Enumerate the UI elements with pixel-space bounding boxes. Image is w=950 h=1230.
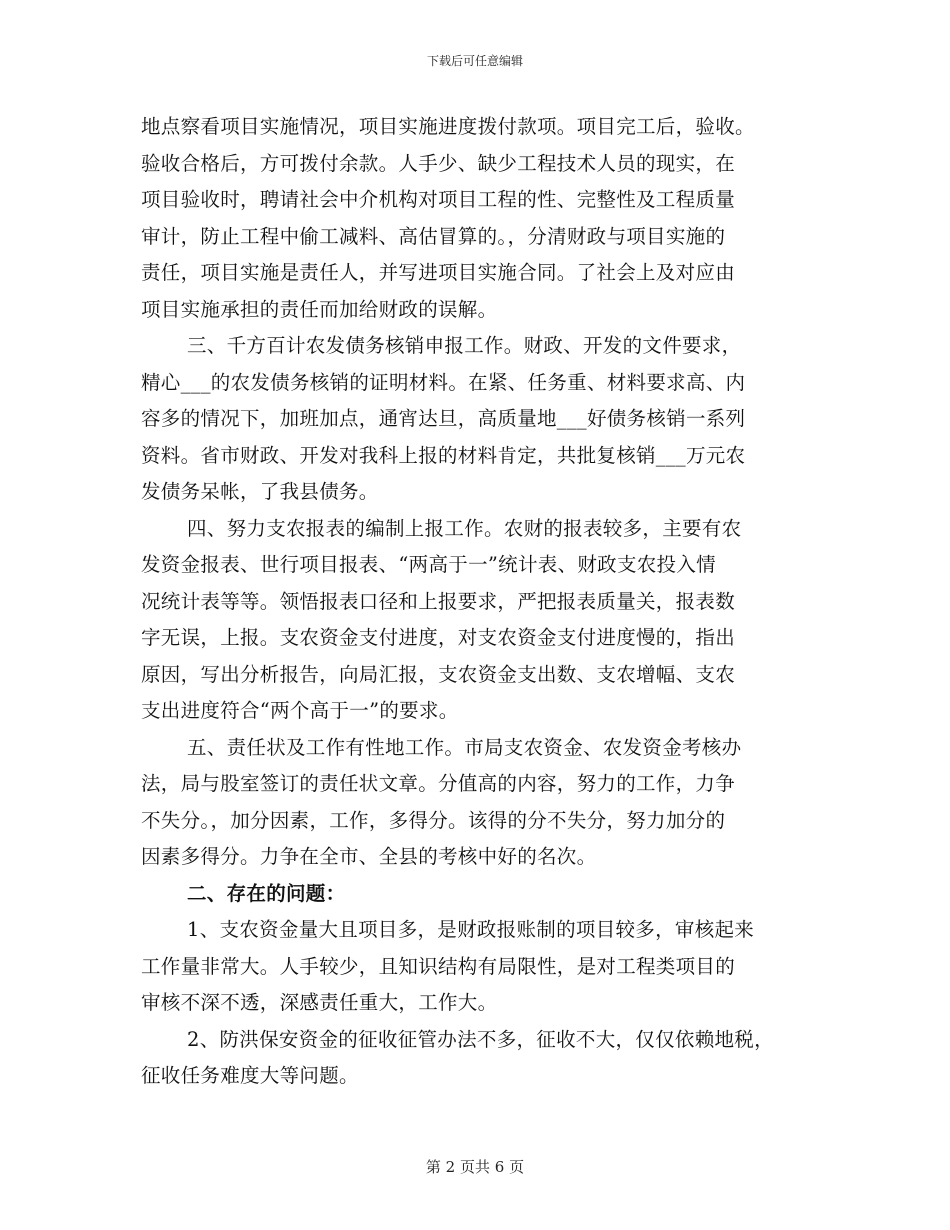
text-line: 三、千方百计农发债务核销申报工作。财政、开发的文件要求， [187,334,742,357]
text-line: 五、责任状及工作有性地工作。市局支农资金、农发资金考核办 [187,735,742,759]
text-line: 法，局与股室签订的责任状文章。分值高的内容，努力的工作，力争 [141,772,736,795]
text-line: 因素多得分。力争在全市、全县的考核中好的名次。 [141,845,597,868]
text-line: 项目验收时，聘请社会中介机构对项目工程的性、完整性及工程质量 [141,188,736,211]
page-footer: 第 2 页共 6 页 [425,1158,525,1176]
text-line: 精心___的农发债务核销的证明材料。在紧、任务重、材料要求高、内 [141,370,746,394]
text-line: 况统计表等等。领悟报表口径和上报要求，严把报表质量关，报表数 [141,589,736,613]
text-line: 工作量非常大。人手较少，且知识结构有局限性，是对工程类项目的 [141,954,736,978]
text-line: 征收任务难度大等问题。 [141,1064,359,1087]
text-line: 项目实施承担的责任而加给财政的误解。 [141,297,498,321]
text-line: 原因，写出分析报告，向局汇报，支农资金支出数、支农增幅、支农 [141,662,736,686]
text-line: 容多的情况下，加班加点，通宵达旦，高质量地___好债务核销一系列 [141,407,746,430]
document-body [141,109,841,1095]
text-line: 发资金报表、世行项目报表、“两高于一”统计表、财政支农投入情 [141,553,716,576]
text-line: 审计，防止工程中偷工减料、高估冒算的。，分清财政与项目实施的 [141,224,726,248]
text-line: 字无误，上报。支农资金支付进度，对支农资金支付进度慢的，指出 [141,626,736,649]
text-line: 不失分。，加分因素，工作，多得分。该得的分不失分，努力加分的 [141,808,726,832]
text-line: 支出进度符合“两个高于一”的要求。 [141,699,459,722]
text-line: 审核不深不透，深感责任重大，工作大。 [141,991,498,1014]
text-line: 发债务呆帐，了我县债务。 [141,480,379,503]
text-line: 2、防洪保安资金的征收征管办法不多，征收不大，仅仅依赖地税， [187,1027,774,1051]
text-line: 资料。省市财政、开发对我科上报的材料肯定，共批复核销___万元农 [141,443,746,467]
text-line: 地点察看项目实施情况，项目实施进度拨付款项。项目完工后，验收。 [141,115,755,138]
section-heading: 二、存在的问题： [187,881,346,905]
text-line: 验收合格后，方可拨付余款。人手少、缺少工程技术人员的现实，在 [141,151,736,175]
page-header: 下载后可任意编辑 [426,54,523,68]
text-line: 1、支农资金量大且项目多，是财政报账制的项目较多，审核起来 [187,918,755,941]
text-line: 四、努力支农报表的编制上报工作。农财的报表较多，主要有农 [187,516,742,540]
text-line: 责任，项目实施是责任人，并写进项目实施合同。了社会上及对应由 [141,261,736,284]
